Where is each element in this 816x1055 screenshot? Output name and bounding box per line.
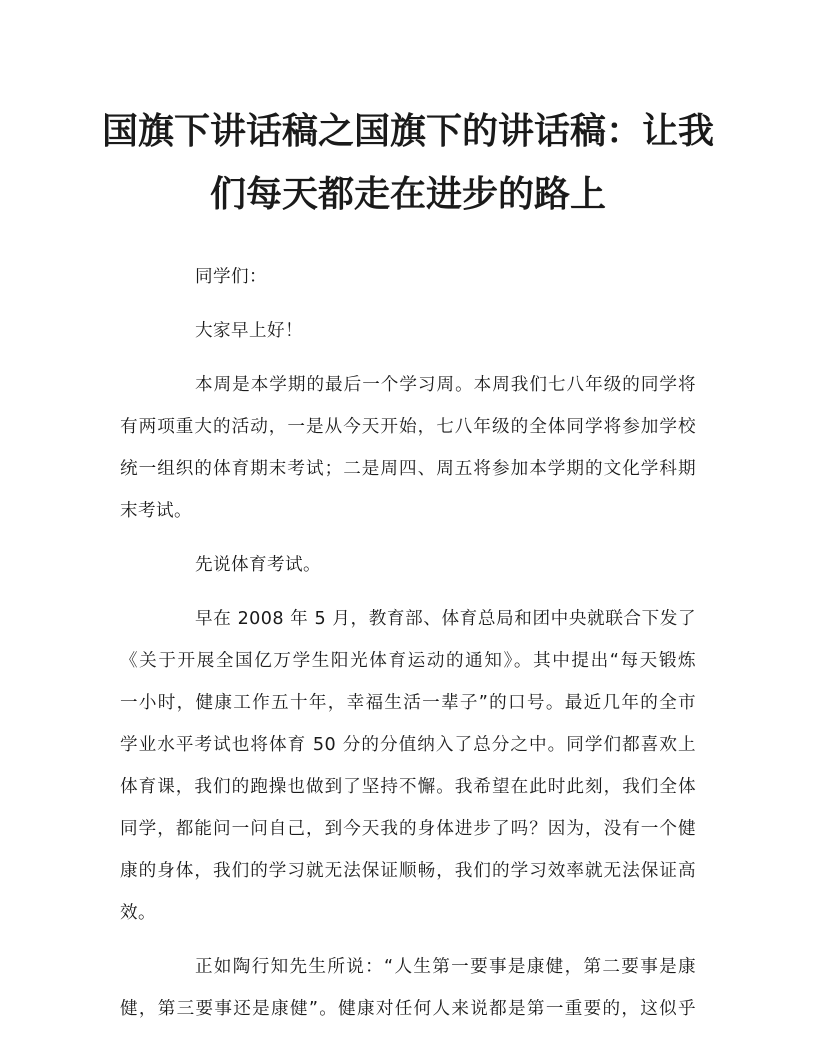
section-heading: 先说体育考试。 <box>195 555 321 575</box>
paragraph-line: 有两项重大的活动，一是从今天开始，七八年级的全体同学将参加学校 <box>120 417 696 437</box>
paragraph-line: 康的身体，我们的学习就无法保证顺畅，我们的学习效率就无法保证高 <box>120 861 696 881</box>
paragraph-line: 早在 2008 年 5 月，教育部、体育总局和团中央就联合下发了 <box>195 609 696 629</box>
document-title-line-1: 国旗下讲话稿之国旗下的讲话稿：让我 <box>101 110 714 152</box>
paragraph-line: 体育课，我们的跑操也做到了坚持不懈。我希望在此时此刻，我们全体 <box>120 777 696 797</box>
paragraph-spacer <box>120 934 696 946</box>
salutation: 同学们： <box>195 267 267 287</box>
paragraph-line: 末考试。 <box>120 501 192 521</box>
paragraph-line: 《关于开展全国亿万学生阳光体育运动的通知》。其中提出“每天锻炼 <box>120 651 696 671</box>
paragraph-line: 学业水平考试也将体育 50 分的分值纳入了总分之中。同学们都喜欢上 <box>120 735 696 755</box>
document-body <box>120 256 696 1030</box>
paragraph-spacer <box>120 532 696 544</box>
paragraph-spacer <box>120 352 696 364</box>
paragraph-line: 一小时，健康工作五十年，幸福生活一辈子”的口号。最近几年的全市 <box>120 693 696 713</box>
paragraph-spacer <box>120 298 696 310</box>
document-title-line-2: 们每天都走在进步的路上 <box>209 173 606 215</box>
paragraph-line: 同学，都能问一问自己，到今天我的身体进步了吗？因为，没有一个健 <box>120 819 696 839</box>
paragraph-line: 正如陶行知先生所说：“人生第一要事是康健，第二要事是康 <box>195 957 696 977</box>
paragraph-line: 效。 <box>120 903 156 923</box>
paragraph-spacer <box>120 586 696 598</box>
paragraph-line: 健，第三要事还是康健”。健康对任何人来说都是第一重要的，这似乎 <box>120 999 696 1019</box>
paragraph-line: 统一组织的体育期末考试；二是周四、周五将参加本学期的文化学科期 <box>120 459 696 479</box>
greeting: 大家早上好！ <box>195 321 303 341</box>
paragraph-line: 本周是本学期的最后一个学习周。本周我们七八年级的同学将 <box>195 375 696 395</box>
